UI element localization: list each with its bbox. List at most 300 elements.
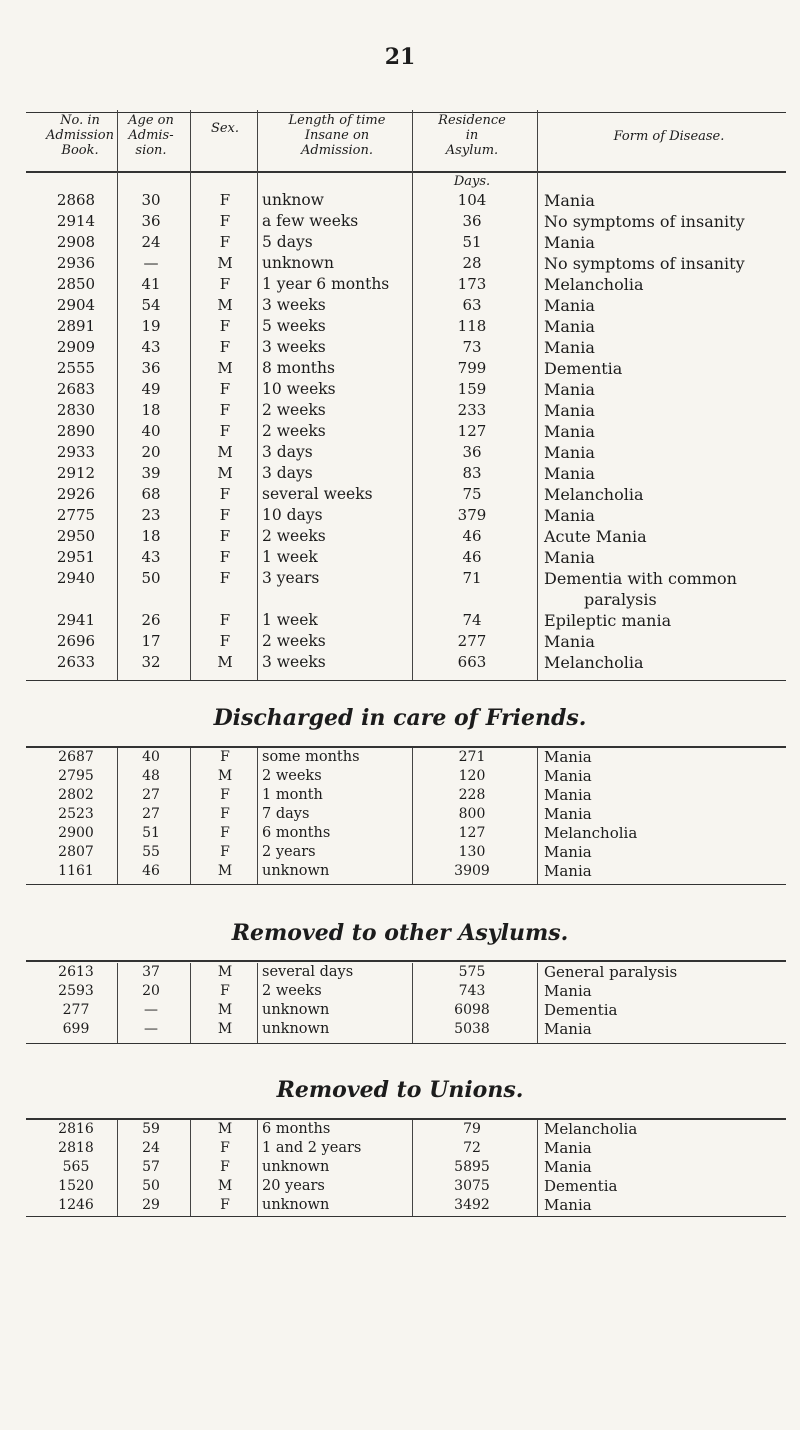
section-table-unions	[0, 1120, 800, 1215]
cell-residence: 173	[457, 275, 487, 293]
cell-age: 54	[141, 296, 161, 314]
table-row	[0, 211, 800, 232]
cell-age: 43	[141, 548, 161, 566]
cell-length-insane: 6 months	[262, 825, 331, 841]
cell-form-of-disease: Mania	[544, 401, 595, 420]
col-rule	[257, 963, 258, 1043]
col-rule	[190, 748, 191, 884]
table-row	[0, 843, 800, 862]
section-title-other-asylums: Removed to other Asylums.	[231, 920, 569, 946]
cell-form-of-disease: Mania	[544, 632, 595, 651]
col-rule	[257, 1120, 258, 1216]
cell-form-of-disease: Mania	[544, 805, 592, 823]
table-row	[0, 963, 800, 982]
col-rule	[537, 1120, 538, 1216]
table-row	[0, 526, 800, 547]
cell-residence: 3909	[454, 863, 490, 879]
cell-residence: 159	[457, 380, 487, 398]
table-row	[0, 1120, 800, 1139]
cell-sex: F	[219, 611, 231, 629]
cell-form-of-disease: Mania	[544, 1158, 592, 1176]
cell-length-insane: 2 weeks	[262, 768, 322, 784]
cell-sex: M	[217, 1021, 233, 1037]
cell-residence: 73	[462, 338, 482, 356]
cell-length-insane: 20 years	[262, 1178, 325, 1194]
cell-age: 27	[142, 806, 160, 822]
cell-residence: 75	[462, 485, 482, 503]
cell-residence: 3492	[454, 1197, 490, 1213]
cell-residence: 743	[458, 983, 486, 999]
days-label: Days.	[453, 174, 491, 189]
cell-age: 24	[142, 1140, 160, 1156]
header-bottom-rule	[26, 171, 786, 173]
cell-admission-no: 1520	[58, 1178, 94, 1194]
cell-form-of-disease: Mania	[544, 233, 595, 252]
cell-residence: 277	[457, 632, 487, 650]
cell-admission-no: 2593	[58, 983, 94, 999]
cell-residence: 46	[462, 548, 482, 566]
cell-length-insane: 5 days	[262, 233, 313, 251]
table-row	[0, 1158, 800, 1177]
cell-length-insane: some months	[262, 749, 360, 765]
cell-admission-no: 2891	[56, 317, 96, 335]
cell-age: 19	[141, 317, 161, 335]
cell-admission-no: 2802	[58, 787, 94, 803]
section-title-unions: Removed to Unions.	[276, 1077, 524, 1103]
cell-sex: M	[217, 863, 233, 879]
header-age: Age on Admis- sion.	[128, 113, 174, 158]
cell-sex: F	[219, 485, 231, 503]
cell-admission-no: 2633	[56, 653, 96, 671]
cell-length-insane: 8 months	[262, 359, 335, 377]
cell-length-insane: 10 weeks	[262, 380, 336, 398]
col-rule	[117, 963, 118, 1043]
section-table-other-asylums	[0, 963, 800, 1039]
cell-sex: F	[219, 527, 231, 545]
table-row	[0, 379, 800, 400]
cell-form-of-disease: No symptoms of insanity	[544, 254, 745, 273]
cell-form-of-disease: Melancholia	[544, 1120, 638, 1138]
cell-age: 17	[141, 632, 161, 650]
cell-form-of-disease: Melancholia	[544, 653, 644, 672]
col-rule	[412, 1120, 413, 1216]
header-top-rule	[26, 112, 786, 113]
table-row	[0, 316, 800, 337]
cell-residence: 127	[458, 825, 486, 841]
cell-admission-no: 2613	[58, 964, 94, 980]
cell-age: 39	[141, 464, 161, 482]
header-sex: Sex.	[210, 121, 240, 136]
header-form-of-disease: Form of Disease.	[613, 129, 725, 144]
cell-residence: 799	[457, 359, 487, 377]
cell-sex: F	[219, 212, 231, 230]
cell-age: 41	[141, 275, 161, 293]
cell-sex: F	[220, 1140, 230, 1156]
table-row	[0, 484, 800, 505]
cell-sex: M	[217, 1121, 233, 1137]
cell-sex: M	[217, 768, 233, 784]
cell-residence: 51	[462, 233, 482, 251]
cell-age: 48	[142, 768, 160, 784]
cell-form-of-disease: Dementia	[544, 1001, 618, 1019]
section-title-discharged: Discharged in care of Friends.	[213, 705, 587, 731]
cell-sex: F	[219, 632, 231, 650]
cell-age: 36	[141, 212, 161, 230]
cell-sex: M	[217, 1002, 233, 1018]
cell-age: 32	[141, 653, 161, 671]
cell-length-insane: unknown	[262, 1021, 330, 1037]
cell-residence: 5038	[454, 1021, 490, 1037]
cell-residence: 46	[462, 527, 482, 545]
table-row-continuation	[0, 589, 800, 610]
cell-residence: 36	[462, 212, 482, 230]
cell-length-insane: 5 weeks	[262, 317, 326, 335]
cell-age: 23	[141, 506, 161, 524]
cell-residence: 233	[457, 401, 487, 419]
cell-length-insane: 1 week	[262, 611, 318, 629]
cell-sex: F	[219, 191, 231, 209]
cell-form-of-disease: Mania	[544, 1196, 592, 1214]
col-rule	[117, 1120, 118, 1216]
cell-sex: F	[220, 825, 230, 841]
cell-length-insane: 3 days	[262, 443, 313, 461]
cell-length-insane: 1 year 6 months	[262, 275, 390, 293]
cell-age: 24	[141, 233, 161, 251]
cell-form-of-disease: Mania	[544, 422, 595, 441]
table-row	[0, 505, 800, 526]
col-rule	[190, 963, 191, 1043]
cell-age: 18	[141, 527, 161, 545]
cell-admission-no: 2816	[58, 1121, 94, 1137]
cell-form-of-disease: Mania	[544, 786, 592, 804]
cell-length-insane: 3 weeks	[262, 653, 326, 671]
cell-age: 29	[142, 1197, 160, 1213]
table-row	[0, 274, 800, 295]
page-number: 21	[384, 44, 416, 70]
cell-form-of-disease: Melancholia	[544, 485, 644, 504]
cell-length-insane: 2 weeks	[262, 632, 326, 650]
cell-admission-no: 2909	[56, 338, 96, 356]
cell-sex: M	[217, 464, 233, 482]
cell-form-of-disease: Mania	[544, 296, 595, 315]
cell-form-of-disease: General paralysis	[544, 963, 678, 981]
cell-residence: 74	[462, 611, 482, 629]
cell-length-insane: 10 days	[262, 506, 323, 524]
cell-length-insane: 1 month	[262, 787, 323, 803]
cell-residence: 71	[462, 569, 482, 587]
cell-admission-no: 277	[62, 1002, 90, 1018]
cell-form-of-disease: Dementia	[544, 359, 623, 378]
cell-admission-no: 2555	[56, 359, 96, 377]
header-length-insane: Length of time Insane on Admission.	[288, 113, 386, 158]
cell-form-of-disease: Melancholia	[544, 275, 644, 294]
cell-length-insane: 3 days	[262, 464, 313, 482]
table-row	[0, 982, 800, 1001]
cell-length-insane: 2 weeks	[262, 401, 326, 419]
cell-sex: M	[217, 359, 233, 377]
table-row	[0, 1177, 800, 1196]
cell-form-of-disease: Dementia	[544, 1177, 618, 1195]
cell-age: 43	[141, 338, 161, 356]
table-row	[0, 295, 800, 316]
cell-residence: 5895	[454, 1159, 490, 1175]
cell-sex: F	[219, 380, 231, 398]
table-row	[0, 748, 800, 767]
cell-admission-no: 2940	[56, 569, 96, 587]
cell-form-of-disease: Mania	[544, 982, 592, 1000]
cell-admission-no: 2807	[58, 844, 94, 860]
cell-age: 36	[141, 359, 161, 377]
cell-length-insane: 2 weeks	[262, 983, 322, 999]
cell-form-of-disease: Mania	[544, 506, 595, 525]
cell-form-of-disease: Mania	[544, 862, 592, 880]
cell-form-of-disease: Mania	[544, 748, 592, 766]
cell-residence: 6098	[454, 1002, 490, 1018]
cell-admission-no: 2775	[56, 506, 96, 524]
cell-age: 20	[141, 443, 161, 461]
cell-form-of-disease: No symptoms of insanity	[544, 212, 745, 231]
cell-age: 40	[142, 749, 160, 765]
cell-admission-no: 699	[62, 1021, 90, 1037]
cell-sex: F	[219, 569, 231, 587]
cell-form-of-disease: Melancholia	[544, 824, 638, 842]
cell-sex: F	[219, 401, 231, 419]
table-row	[0, 786, 800, 805]
cell-admission-no: 565	[62, 1159, 90, 1175]
cell-age: 37	[142, 964, 160, 980]
cell-length-insane: unknown	[262, 1197, 330, 1213]
cell-admission-no: 2951	[56, 548, 96, 566]
cell-residence: 63	[462, 296, 482, 314]
cell-form-of-disease: Mania	[544, 1020, 592, 1038]
section-top-rule	[26, 960, 786, 962]
cell-sex: M	[217, 653, 233, 671]
cell-length-insane: 6 months	[262, 1121, 331, 1137]
cell-length-insane: 1 and 2 years	[262, 1140, 362, 1156]
cell-residence: 130	[458, 844, 486, 860]
table-row	[0, 568, 800, 589]
cell-residence: 36	[462, 443, 482, 461]
cell-admission-no: 2818	[58, 1140, 94, 1156]
cell-sex: M	[217, 443, 233, 461]
cell-form-of-disease-continued: paralysis	[584, 590, 657, 609]
table-row	[0, 1001, 800, 1020]
cell-form-of-disease: Mania	[544, 191, 595, 210]
cell-residence: 79	[463, 1121, 481, 1137]
cell-age: 27	[142, 787, 160, 803]
cell-sex: F	[219, 338, 231, 356]
table-row	[0, 610, 800, 631]
cell-residence: 72	[463, 1140, 481, 1156]
cell-admission-no: 2941	[56, 611, 96, 629]
cell-admission-no: 2687	[58, 749, 94, 765]
table-header	[0, 113, 800, 175]
cell-admission-no: 1246	[58, 1197, 94, 1213]
cell-form-of-disease: Mania	[544, 548, 595, 567]
cell-residence: 271	[458, 749, 486, 765]
cell-age: 57	[142, 1159, 160, 1175]
cell-residence: 127	[457, 422, 487, 440]
cell-age: 49	[141, 380, 161, 398]
cell-sex: F	[219, 506, 231, 524]
col-rule	[412, 963, 413, 1043]
cell-age: 59	[142, 1121, 160, 1137]
cell-sex: M	[217, 296, 233, 314]
cell-length-insane: a few weeks	[262, 212, 359, 230]
cell-age: 20	[142, 983, 160, 999]
cell-sex: F	[219, 317, 231, 335]
cell-admission-no: 2933	[56, 443, 96, 461]
cell-residence: 104	[457, 191, 487, 209]
cell-form-of-disease: Dementia with common	[544, 569, 737, 588]
cell-residence: 3075	[454, 1178, 490, 1194]
col-rule	[537, 748, 538, 884]
cell-admission-no: 2696	[56, 632, 96, 650]
cell-form-of-disease: Mania	[544, 380, 595, 399]
cell-age: 46	[142, 863, 160, 879]
cell-length-insane: unknown	[262, 863, 330, 879]
cell-length-insane: several weeks	[262, 485, 373, 503]
cell-residence: 120	[458, 768, 486, 784]
cell-age: 18	[141, 401, 161, 419]
cell-age: 50	[142, 1178, 160, 1194]
cell-sex: F	[220, 787, 230, 803]
table-row	[0, 253, 800, 274]
cell-form-of-disease: Mania	[544, 338, 595, 357]
cell-length-insane: 1 week	[262, 548, 318, 566]
table-row	[0, 463, 800, 484]
cell-admission-no: 2850	[56, 275, 96, 293]
table-row	[0, 442, 800, 463]
section-bottom-rule	[26, 1216, 786, 1217]
table-row	[0, 421, 800, 442]
cell-residence: 663	[457, 653, 487, 671]
table-row	[0, 400, 800, 421]
cell-sex: M	[217, 1178, 233, 1194]
cell-sex: F	[220, 806, 230, 822]
cell-form-of-disease: Mania	[544, 443, 595, 462]
cell-admission-no: 2868	[56, 191, 96, 209]
cell-length-insane: 2 years	[262, 844, 316, 860]
cell-admission-no: 2900	[58, 825, 94, 841]
header-admission-no: No. in Admission Book.	[46, 113, 114, 158]
cell-sex: M	[217, 254, 233, 272]
section-table-discharged	[0, 748, 800, 881]
cell-residence: 28	[462, 254, 482, 272]
cell-age: 55	[142, 844, 160, 860]
cell-sex: F	[219, 548, 231, 566]
table-row	[0, 337, 800, 358]
cell-form-of-disease: Mania	[544, 317, 595, 336]
cell-residence: 379	[457, 506, 487, 524]
cell-admission-no: 2523	[58, 806, 94, 822]
cell-residence: 800	[458, 806, 486, 822]
table-row	[0, 824, 800, 843]
cell-sex: F	[219, 422, 231, 440]
cell-sex: F	[219, 275, 231, 293]
cell-admission-no: 2914	[56, 212, 96, 230]
cell-length-insane: unknown	[262, 254, 334, 272]
col-rule	[117, 748, 118, 884]
col-rule	[257, 748, 258, 884]
cell-admission-no: 2683	[56, 380, 96, 398]
table-row	[0, 190, 800, 211]
cell-admission-no: 2904	[56, 296, 96, 314]
cell-form-of-disease: Mania	[544, 464, 595, 483]
cell-sex: F	[220, 1159, 230, 1175]
cell-admission-no: 2890	[56, 422, 96, 440]
cell-form-of-disease: Mania	[544, 1139, 592, 1157]
cell-residence: 228	[458, 787, 486, 803]
cell-age: 51	[142, 825, 160, 841]
cell-admission-no: 2830	[56, 401, 96, 419]
cell-length-insane: several days	[262, 964, 354, 980]
header-residence: Residence in Asylum.	[438, 113, 506, 158]
cell-admission-no: 2950	[56, 527, 96, 545]
cell-form-of-disease: Mania	[544, 767, 592, 785]
table-row	[0, 547, 800, 568]
table-row	[0, 631, 800, 652]
cell-age: —	[144, 1002, 158, 1018]
cell-age: 26	[141, 611, 161, 629]
cell-sex: F	[220, 844, 230, 860]
cell-admission-no: 2926	[56, 485, 96, 503]
cell-sex: M	[217, 964, 233, 980]
cell-residence: 575	[458, 964, 486, 980]
main-table-bottom-rule	[26, 680, 786, 681]
cell-admission-no: 2795	[58, 768, 94, 784]
cell-length-insane: unknown	[262, 1159, 330, 1175]
cell-age: 40	[141, 422, 161, 440]
cell-sex: F	[220, 749, 230, 765]
table-row	[0, 1196, 800, 1215]
cell-residence: 83	[462, 464, 482, 482]
main-table-body	[0, 190, 800, 673]
col-rule	[537, 963, 538, 1043]
section-bottom-rule	[26, 1043, 786, 1044]
cell-age: 50	[141, 569, 161, 587]
cell-length-insane: 3 weeks	[262, 338, 326, 356]
table-row	[0, 1020, 800, 1039]
cell-form-of-disease: Mania	[544, 843, 592, 861]
cell-admission-no: 2936	[56, 254, 96, 272]
cell-age: —	[144, 1021, 158, 1037]
cell-length-insane: 3 years	[262, 569, 320, 587]
table-row	[0, 652, 800, 673]
cell-length-insane: unknown	[262, 1002, 330, 1018]
cell-age: —	[143, 254, 159, 272]
cell-admission-no: 2908	[56, 233, 96, 251]
cell-length-insane: 2 weeks	[262, 422, 326, 440]
section-bottom-rule	[26, 884, 786, 885]
cell-age: 30	[141, 191, 161, 209]
cell-admission-no: 1161	[58, 863, 94, 879]
cell-sex: F	[219, 233, 231, 251]
cell-form-of-disease: Epileptic mania	[544, 611, 672, 630]
cell-sex: F	[220, 983, 230, 999]
cell-length-insane: 3 weeks	[262, 296, 326, 314]
cell-sex: F	[220, 1197, 230, 1213]
cell-length-insane: 7 days	[262, 806, 310, 822]
table-row	[0, 358, 800, 379]
col-rule	[190, 1120, 191, 1216]
table-row	[0, 767, 800, 786]
table-row	[0, 862, 800, 881]
table-row	[0, 805, 800, 824]
table-row	[0, 1139, 800, 1158]
table-row	[0, 232, 800, 253]
cell-admission-no: 2912	[56, 464, 96, 482]
